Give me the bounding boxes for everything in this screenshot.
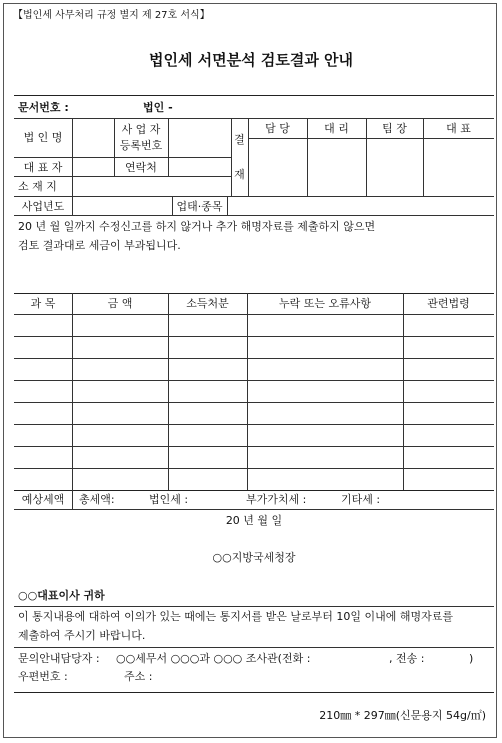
col-subject: 과 목	[30, 297, 56, 310]
rule	[403, 293, 404, 490]
rule	[14, 157, 231, 158]
rule	[72, 118, 73, 157]
rule	[72, 196, 73, 215]
approver-deputy: 대 리	[324, 122, 349, 135]
rule	[72, 157, 73, 196]
notice-line-2: 검토 결과대로 세금이 부과됩니다.	[18, 239, 181, 252]
rule	[227, 196, 228, 215]
rule	[231, 118, 232, 196]
paper-spec: 210㎜ * 297㎜(신문용지 54g/㎡)	[319, 709, 486, 722]
approver-manager: 팀 장	[382, 122, 407, 135]
rule	[72, 490, 73, 509]
other-tax-label: 기타세 :	[341, 493, 381, 506]
rule	[14, 196, 494, 197]
postal-address-label: 주소 :	[124, 670, 153, 683]
inquiry-fax: , 전송 :	[389, 652, 425, 665]
business-type-label: 업태·종목	[176, 200, 223, 213]
col-related-law: 관련법령	[427, 297, 470, 310]
rule	[14, 118, 494, 119]
rule	[14, 402, 494, 403]
rule	[248, 138, 494, 139]
business-reg-label-1: 사 업 자	[121, 123, 161, 136]
rule	[14, 293, 494, 294]
rule	[14, 380, 494, 381]
rule	[247, 293, 248, 490]
inquiry-officer: ○○세무서 ○○○과 ○○○ 조사관(전화 :	[116, 652, 311, 665]
form-code: 【법인세 사무처리 규정 별지 제 27호 서식】	[13, 10, 210, 21]
vat-label: 부가가치세 :	[246, 493, 307, 506]
rule	[14, 314, 494, 315]
objection-line-1: 이 통지내용에 대하여 이의가 있는 때에는 통지서를 받은 날로부터 10일 이내에 해명자료를	[18, 610, 453, 623]
rule	[14, 358, 494, 359]
corporate-tax-label: 법인세 :	[149, 493, 189, 506]
issuing-office: ○○지방국세청장	[212, 551, 296, 564]
rule	[14, 424, 494, 425]
rule	[14, 176, 231, 177]
rule	[14, 490, 494, 491]
rule	[72, 293, 73, 490]
rule	[14, 606, 494, 607]
inquiry-label: 문의안내담당자 :	[18, 652, 100, 665]
approval-label-1: 결	[234, 133, 245, 146]
approver-staff: 담 당	[265, 122, 290, 135]
inquiry-close: )	[469, 652, 474, 665]
rule	[14, 215, 494, 216]
notice-form	[14, 95, 494, 693]
col-omission-error: 누락 또는 오류사항	[278, 297, 371, 310]
business-reg-label-2: 등록번호	[119, 139, 163, 152]
rule	[14, 647, 494, 648]
rule	[168, 293, 169, 490]
addressee: ○○대표이사 귀하	[18, 589, 105, 602]
rule	[14, 336, 494, 337]
rule	[14, 446, 494, 447]
approval-label-2: 재	[234, 168, 245, 181]
fiscal-year-label: 사업년도	[21, 200, 65, 213]
doc-number-value: 법인 -	[143, 101, 173, 114]
rule	[168, 157, 169, 176]
page-title: 법인세 서면분석 검토결과 안내	[148, 51, 354, 69]
contact-label: 연락처	[125, 161, 157, 174]
rule	[168, 118, 169, 157]
postal-code-label: 우편번호 :	[18, 670, 68, 683]
representative-label: 대 표 자	[23, 161, 63, 174]
objection-line-2: 제출하여 주시기 바랍니다.	[18, 629, 146, 642]
corp-name-label: 법 인 명	[23, 131, 63, 144]
notice-line-1: 20 년 월 일까지 수정신고를 하지 않거나 추가 해명자료를 제출하지 않으면	[18, 220, 376, 233]
estimated-tax-label: 예상세액	[21, 493, 65, 506]
col-income-disposal: 소득처분	[186, 297, 229, 310]
rule	[14, 509, 494, 510]
address-label: 소 재 지	[18, 180, 57, 193]
issue-date: 20 년 월 일	[225, 514, 283, 527]
col-amount: 금 액	[107, 297, 133, 310]
doc-number-label: 문서번호 :	[18, 101, 69, 114]
rule	[14, 468, 494, 469]
total-tax-label: 총세액:	[79, 493, 115, 506]
approver-ceo: 대 표	[446, 122, 471, 135]
